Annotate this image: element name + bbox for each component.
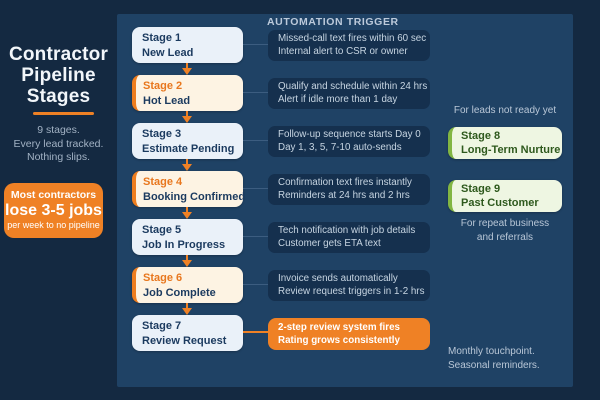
stage-id: Stage 9 bbox=[461, 183, 501, 195]
stage-box-8 bbox=[448, 127, 562, 159]
flow-arrowhead-icon bbox=[182, 164, 192, 171]
connector-line bbox=[243, 188, 268, 189]
stage-name: Booking Confirmed bbox=[143, 190, 246, 203]
footer-note-line: Monthly touchpoint. bbox=[448, 346, 535, 357]
trigger-text: Tech notification with job details bbox=[278, 225, 416, 236]
trigger-box-5 bbox=[268, 222, 430, 253]
page-title-line: Contractor bbox=[8, 44, 109, 65]
stage-id: Stage 7 bbox=[142, 320, 182, 332]
trigger-text: Invoice sends automatically bbox=[278, 273, 398, 284]
trigger-box-2 bbox=[268, 78, 430, 109]
tagline-line: Every lead tracked. bbox=[13, 137, 104, 150]
stat-callout-line: Most contractors bbox=[10, 189, 97, 201]
stat-callout-highlight: lose 3-5 jobs bbox=[5, 202, 102, 219]
flow-arrowhead-icon bbox=[182, 308, 192, 315]
side-note-top: For leads not ready yet bbox=[453, 105, 557, 116]
stat-callout-line: per week to no pipeline bbox=[7, 220, 100, 230]
side-note-bottom bbox=[448, 217, 562, 245]
footer-note bbox=[448, 345, 578, 373]
stage-name: New Lead bbox=[142, 46, 194, 59]
stage-id: Stage 2 bbox=[143, 80, 183, 92]
tagline-line: Nothing slips. bbox=[26, 151, 91, 163]
trigger-box-6 bbox=[268, 270, 430, 301]
stat-callout bbox=[4, 183, 103, 238]
trigger-text: Internal alert to CSR or owner bbox=[278, 46, 408, 57]
trigger-box-7 bbox=[268, 318, 430, 350]
stage-box-3 bbox=[132, 123, 243, 159]
connector-line bbox=[243, 284, 268, 285]
trigger-text: Missed-call text fires within 60 sec bbox=[278, 33, 427, 44]
stage-name: Job Complete bbox=[143, 286, 216, 299]
stage-name: Estimate Pending bbox=[142, 142, 235, 155]
stage-box-6 bbox=[132, 267, 243, 303]
stage-id: Stage 3 bbox=[142, 128, 182, 140]
stage-box-7 bbox=[132, 315, 243, 351]
trigger-box-3 bbox=[268, 126, 430, 157]
connector-line-orange bbox=[243, 331, 268, 333]
connector-line bbox=[243, 92, 268, 93]
page-title-line: Stages bbox=[26, 86, 91, 107]
trigger-text: Qualify and schedule within 24 hrs bbox=[278, 81, 428, 92]
flow-arrowhead-icon bbox=[182, 116, 192, 123]
stage-id: Stage 5 bbox=[142, 224, 182, 236]
flow-arrowhead-icon bbox=[182, 68, 192, 75]
trigger-box-1 bbox=[268, 30, 430, 61]
trigger-text: 2-step review system fires bbox=[278, 322, 400, 333]
trigger-text: Rating grows consistently bbox=[278, 335, 400, 346]
trigger-text: Reminders at 24 hrs and 2 hrs bbox=[278, 190, 410, 201]
trigger-text: Confirmation text fires instantly bbox=[278, 177, 412, 188]
connector-line bbox=[243, 140, 268, 141]
stage-box-9 bbox=[448, 180, 562, 212]
stage-id: Stage 6 bbox=[143, 272, 183, 284]
trigger-box-4 bbox=[268, 174, 430, 205]
side-note-line: For repeat business bbox=[460, 218, 550, 229]
page-title-line: Pipeline bbox=[21, 65, 96, 86]
flow-arrowhead-icon bbox=[182, 260, 192, 267]
stage-name: Long-Term Nurture bbox=[461, 144, 561, 156]
stage-name: Review Request bbox=[142, 334, 227, 347]
tagline bbox=[0, 124, 117, 165]
stage-box-1 bbox=[132, 27, 243, 63]
footer-note-line: Seasonal reminders. bbox=[448, 360, 540, 371]
stage-id: Stage 4 bbox=[143, 176, 183, 188]
stage-id: Stage 1 bbox=[142, 32, 182, 44]
trigger-text: Customer gets ETA text bbox=[278, 238, 381, 249]
side-note-line: and referrals bbox=[476, 232, 534, 243]
connector-line bbox=[243, 236, 268, 237]
title-divider bbox=[33, 112, 94, 115]
automation-trigger-header: AUTOMATION TRIGGER bbox=[267, 16, 399, 28]
connector-line bbox=[243, 44, 268, 45]
stage-name: Hot Lead bbox=[143, 94, 191, 107]
stage-name: Past Customer bbox=[461, 197, 539, 209]
stage-name: Job In Progress bbox=[142, 238, 226, 251]
trigger-text: Follow-up sequence starts Day 0 bbox=[278, 129, 421, 140]
stage-box-5 bbox=[132, 219, 243, 255]
trigger-text: Day 1, 3, 5, 7-10 auto-sends bbox=[278, 142, 402, 153]
stage-box-2 bbox=[132, 75, 243, 111]
trigger-text: Review request triggers in 1-2 hrs bbox=[278, 286, 425, 297]
trigger-text: Alert if idle more than 1 day bbox=[278, 94, 398, 105]
page-title bbox=[0, 44, 117, 107]
flow-arrowhead-icon bbox=[182, 212, 192, 219]
stage-id: Stage 8 bbox=[461, 130, 501, 142]
stage-box-4 bbox=[132, 171, 246, 207]
tagline-line: 9 stages. bbox=[37, 124, 80, 136]
